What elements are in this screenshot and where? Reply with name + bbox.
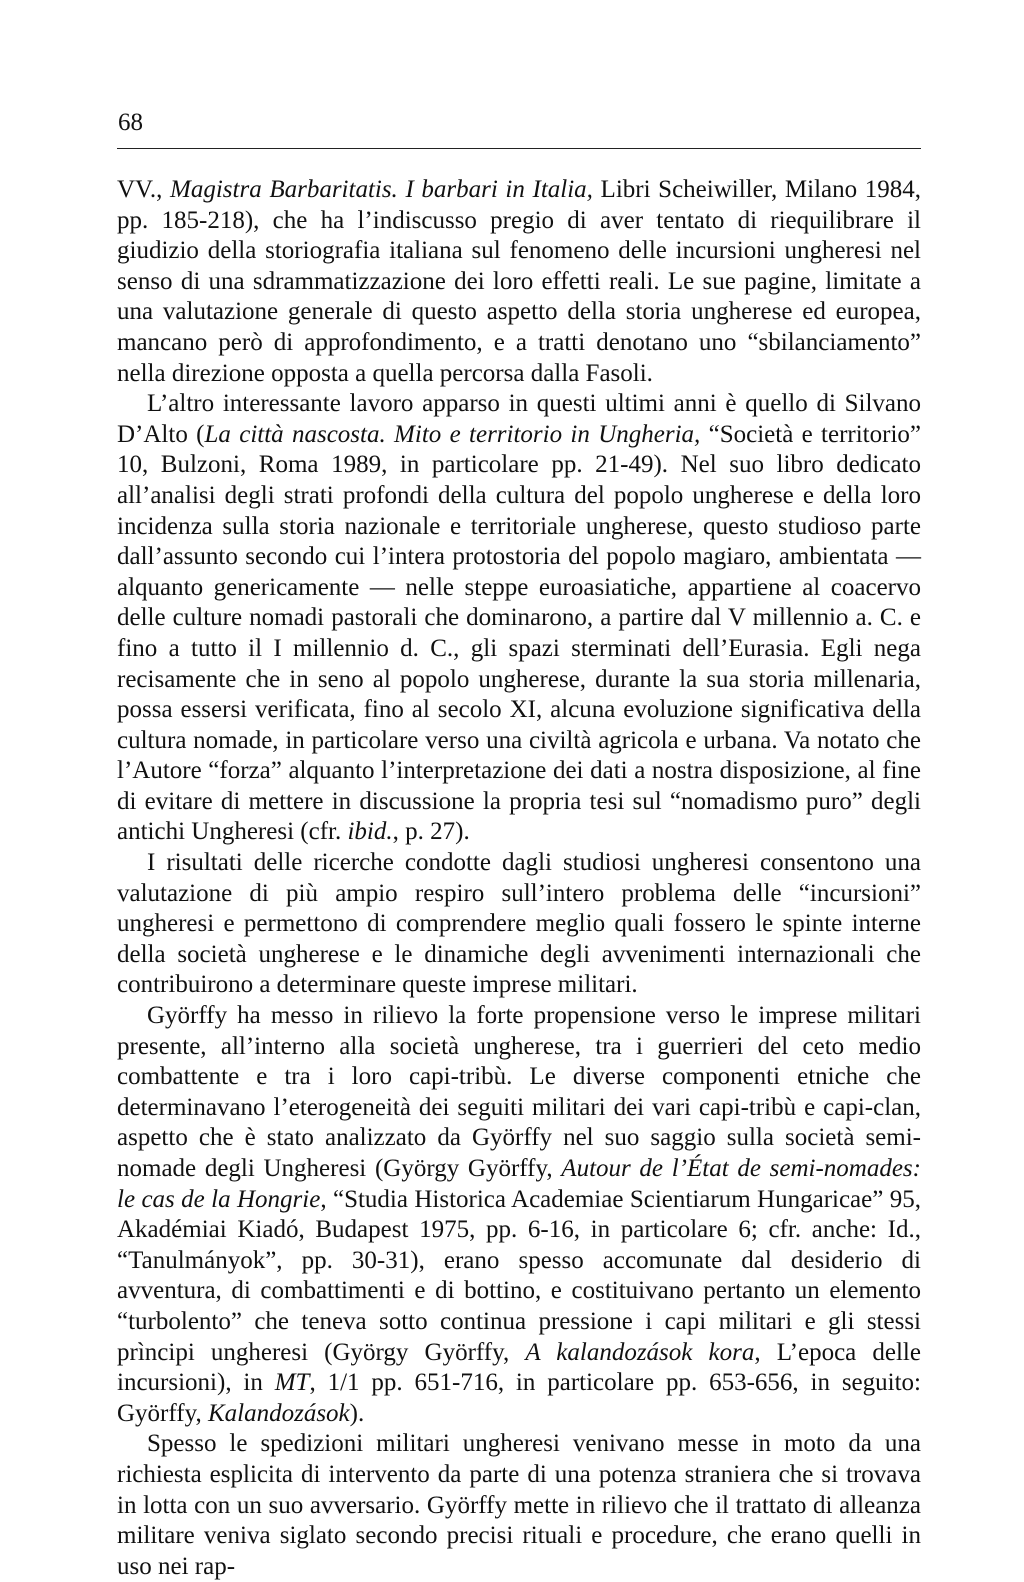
paragraph-1-text-2: Libri Scheiwiller, Milano 1984, pp. 185-218), che ha l’indiscusso pregio di aver tentato di riequilibrare il giudizio della storiografia italiana sul fenomeno delle incursioni ungheresi nel senso di una sdrammatizzazione dei loro effetti reali. Le sue pagine, limitate a una valutazione generale di questo aspetto della storia ungherese ed europea, mancano però di approfondimento, e a tratti denotano uno “sbilanciamento” nella direzione opposta a quella percorsa dalla Fasoli. [117, 176, 921, 387]
paragraph-2-text-2: “Società e territorio” 10, Bulzoni, Roma 1989, in particolare pp. 21-49). Nel suo libro dedicato all’analisi degli strati profondi della cultura del popolo ungherese e della loro incidenza sulla storia nazionale e territoriale ungherese, questo studioso parte dall’assunto secondo cui l’intera protostoria del popolo magiaro, ambientata — alquanto genericamente — nelle steppe euroasiatiche, appartiene al coacervo delle culture nomadi pastorali che dominarono, a partire dal V millennio a. C. e fino a tutto il I millennio d. C., gli spazi sterminati dell’Eurasia. Egli nega recisamente che in seno al popolo ungherese, durante la sua storia millenaria, possa essersi verificata, fino al secolo XI, alcuna evoluzione significativa della cultura nomade, in particolare verso una civiltà agricola e urbana. Va notato che l’Autore “forza” alquanto l’interpretazione dei dati a nostra disposizione, al fine di evitare di mettere in discussione la propria tesi sul “nomadismo puro” degli antichi Ungheresi (cfr. [117, 420, 921, 846]
paragraph-4-text-3: , L’epoca delle incursioni), in [117, 1338, 921, 1397]
paragraph-2-text-3: , p. 27). [392, 818, 470, 846]
paragraph-4 [117, 1001, 921, 1429]
paragraph-4-text-2: , “Studia Historica Academiae Scientiarum Hungaricae” 95, Akadémiai Kiadó, Budapest 1975, pp. 6-16, in particolare 6; cfr. anche: Id., “Tanulmányok”, pp. 30-31), erano spesso accomunate dal desiderio di avventura, di combattimenti e di bottino, e costituivano pertanto un elemento “turbolento” che teneva sotto continua pressione i capi militari e gli stessi prìncipi ungheresi (György Györffy, [117, 1185, 921, 1366]
paragraph-4-italic-kora: A kalandozások kora [525, 1338, 755, 1366]
paragraph-2-italic-title: La città nascosta. Mito e territorio in Ungheria, [204, 420, 701, 448]
paragraph-3-text-1: I risultati delle ricerche condotte dagli studiosi ungheresi consentono una valutazione di più ampio respiro sull’intero problema delle “incursioni” ungheresi e permettono di comprendere meglio quali fossero le spinte interne della società ungherese e le dinamiche degli avvenimenti internazionali che contribuirono a determinare queste imprese militari. [117, 849, 921, 999]
paragraph-4-text-5: ). [349, 1399, 365, 1427]
paragraph-5-text-1: Spesso le spedizioni militari ungheresi venivano messe in moto da una richiesta esplicita di intervento da parte di una potenza straniera che si trovava in lotta con un suo avversario. Györffy mette in rilievo che il trattato di alleanza militare veniva siglato secondo precisi rituali e procedure, che erano quelli in uso nei rap- [117, 1430, 921, 1580]
paragraph-4-italic-autour: Autour de l’État de semi-nomades: le cas de la Hongrie [117, 1155, 921, 1213]
paragraph-1 [117, 175, 921, 389]
paragraph-1-italic-title: Magistra Barbaritatis. I barbari in Italia, [170, 176, 593, 203]
page-number: 68 [118, 109, 143, 136]
paragraph-2 [117, 389, 921, 848]
paragraph-4-italic-mt: MT [274, 1369, 310, 1397]
paragraph-3 [117, 848, 921, 1001]
book-page [117, 97, 921, 1582]
paragraph-1-text-1: VV., [117, 176, 171, 203]
paragraph-2-text-1: L’altro interessante lavoro apparso in questi ultimi anni è quello di Silvano D’Alto ( [117, 390, 921, 448]
paragraph-5 [117, 1429, 921, 1582]
paragraph-2-italic-ibid: ibid. [347, 818, 393, 846]
paragraph-4-italic-kalandozasok: Kalandozások [207, 1399, 350, 1427]
page-header [117, 97, 921, 149]
paragraph-4-text-4: , 1/1 pp. 651-716, in particolare pp. 653-656, in seguito: Györffy, [117, 1369, 921, 1427]
paragraph-4-text-1: Györffy ha messo in rilievo la forte propensione verso le imprese militari presente, all’interno alla società ungherese, tra i guerrieri del ceto medio combattente e tra i loro capi-tribù. Le diverse componenti etniche che determinavano l’eterogeneità dei seguiti militari dei vari capi-tribù e capi-clan, aspetto che è stato analizzato da Györffy nel suo saggio sulla società semi-nomade degli Ungheresi (György Györffy, [117, 1002, 921, 1182]
